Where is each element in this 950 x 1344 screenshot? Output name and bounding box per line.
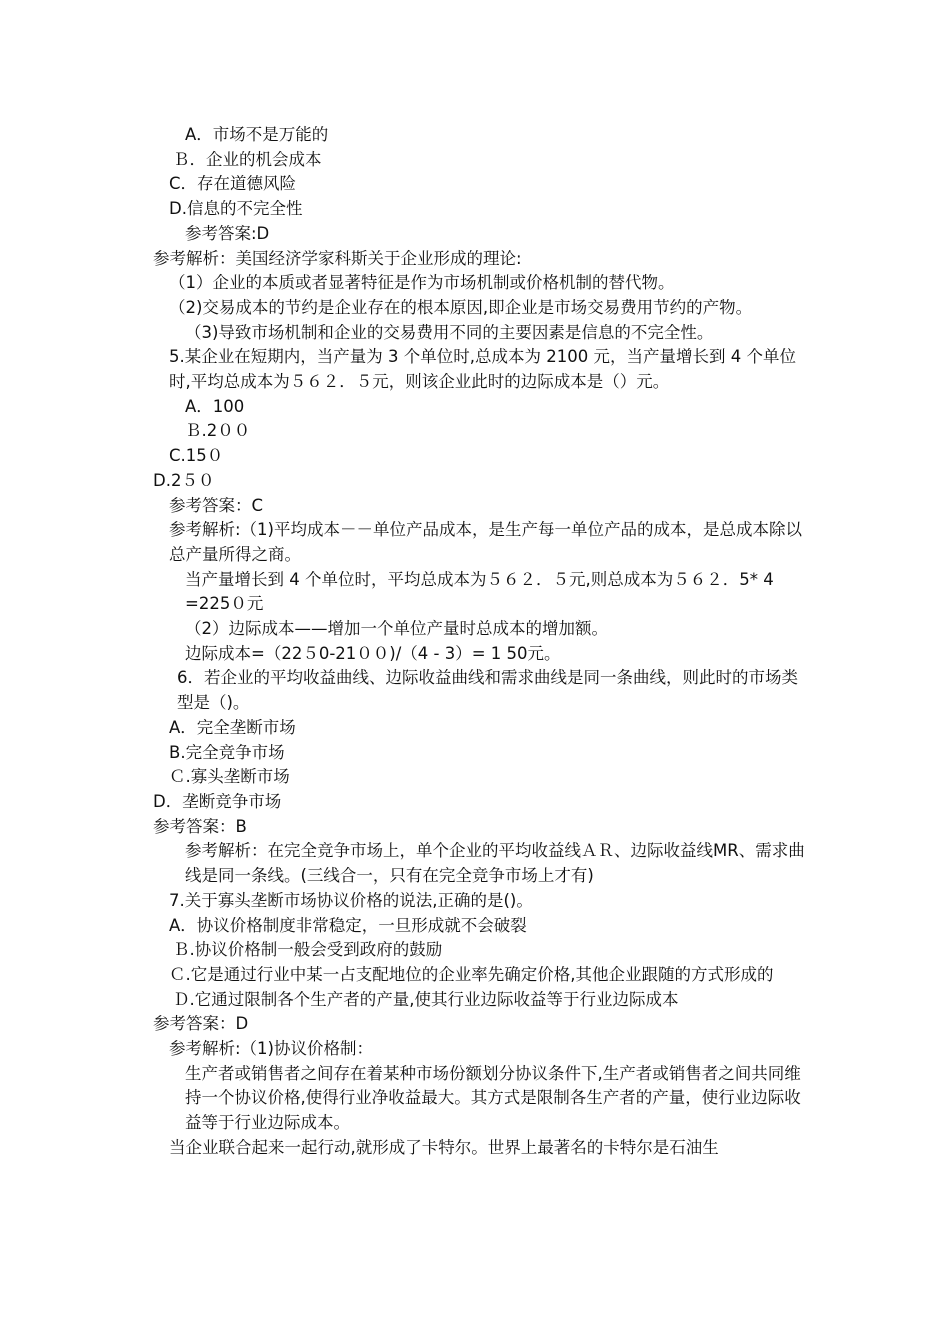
document-body (145, 123, 807, 1161)
explanation-point: 边际成本=（22５0-21００)/（4 - 3）= 1 50元。 (185, 643, 561, 663)
explanation-point: 当企业联合起来一起行动,就形成了卡特尔。世界上最著名的卡特尔是石油生 (169, 1137, 719, 1157)
option-b: Ｂ.2００ (185, 421, 251, 441)
explanation-point: （2）边际成本——增加一个单位产量时总成本的增加额。 (185, 619, 608, 639)
explanation: 参考解析:（1)协议价格制： (169, 1039, 373, 1059)
question-7: 7.关于寡头垄断市场协议价格的说法,正确的是()。 (169, 890, 533, 910)
explanation-point: （1）企业的本质或者显著特征是作为市场机制或价格机制的替代物。 (169, 273, 675, 293)
explanation: 参考解析:（1)平均成本－－单位产品成本，是生产每一单位产品的成本，是总成本除以总产量所得之商。 (169, 520, 802, 564)
answer: 参考答案：B (153, 816, 247, 836)
question-6: 6．若企业的平均收益曲线、边际收益曲线和需求曲线是同一条曲线，则此时的市场类型是（)。 (177, 668, 798, 713)
option-d: D.信息的不完全性 (169, 199, 303, 219)
option-d: D.2５０ (153, 470, 215, 490)
option-c: C．存在道德风险 (169, 174, 297, 194)
explanation: 参考解析：美国经济学家科斯关于企业形成的理论: (153, 248, 522, 268)
option-c: Ｃ.它是通过行业中某一占支配地位的企业率先确定价格,其他企业跟随的方式形成的 (169, 964, 774, 984)
option-a: A．市场不是万能的 (185, 125, 329, 144)
answer: 参考答案:D (185, 223, 270, 243)
explanation-point: （2)交易成本的节约是企业存在的根本原因,即企业是市场交易费用节约的产物。 (169, 297, 753, 317)
answer: 参考答案：D (153, 1014, 249, 1034)
option-b: Ｂ．企业的机会成本 (173, 149, 322, 169)
option-b: Ｂ.协议价格制一般会受到政府的鼓励 (173, 940, 443, 960)
answer: 参考答案：C (169, 495, 264, 515)
option-c: Ｃ.寡头垄断市场 (169, 767, 290, 787)
option-c: C.15０ (169, 446, 224, 466)
question-5: 5.某企业在短期内，当产量为 3 个单位时,总成本为 2100 元，当产量增长到 4 个单位时,平均总成本为５６２．５元，则该企业此时的边际成本是（）元。 (169, 347, 796, 392)
option-a: A．完全垄断市场 (169, 717, 296, 737)
option-d: Ｄ.它通过限制各个生产者的产量,使其行业边际收益等于行业边际成本 (173, 989, 679, 1009)
explanation: 参考解析：在完全竞争市场上，单个企业的平均收益线ＡＲ、边际收益线MR、需求曲线是同一条线。(三线合一，只有在完全竞争市场上才有) (185, 841, 805, 886)
explanation-point: 当产量增长到 4 个单位时，平均总成本为５６２．５元,则总成本为５６２．5* 4 =225０元 (185, 569, 774, 614)
option-a: A．100 (185, 396, 245, 416)
option-b: B.完全竞争市场 (169, 742, 285, 762)
explanation-point: 生产者或销售者之间存在着某种市场份额划分协议条件下,生产者或销售者之间共同维持一个协议价格,使得行业净收益最大。其方式是限制各生产者的产量，使行业边际收益等于行业边际成本。 (185, 1063, 801, 1133)
option-d: D．垄断竞争市场 (153, 791, 282, 811)
explanation-point: （3)导致市场机制和企业的交易费用不同的主要因素是信息的不完全性。 (185, 322, 714, 342)
option-a: A．协议价格制度非常稳定，一旦形成就不会破裂 (169, 915, 527, 935)
